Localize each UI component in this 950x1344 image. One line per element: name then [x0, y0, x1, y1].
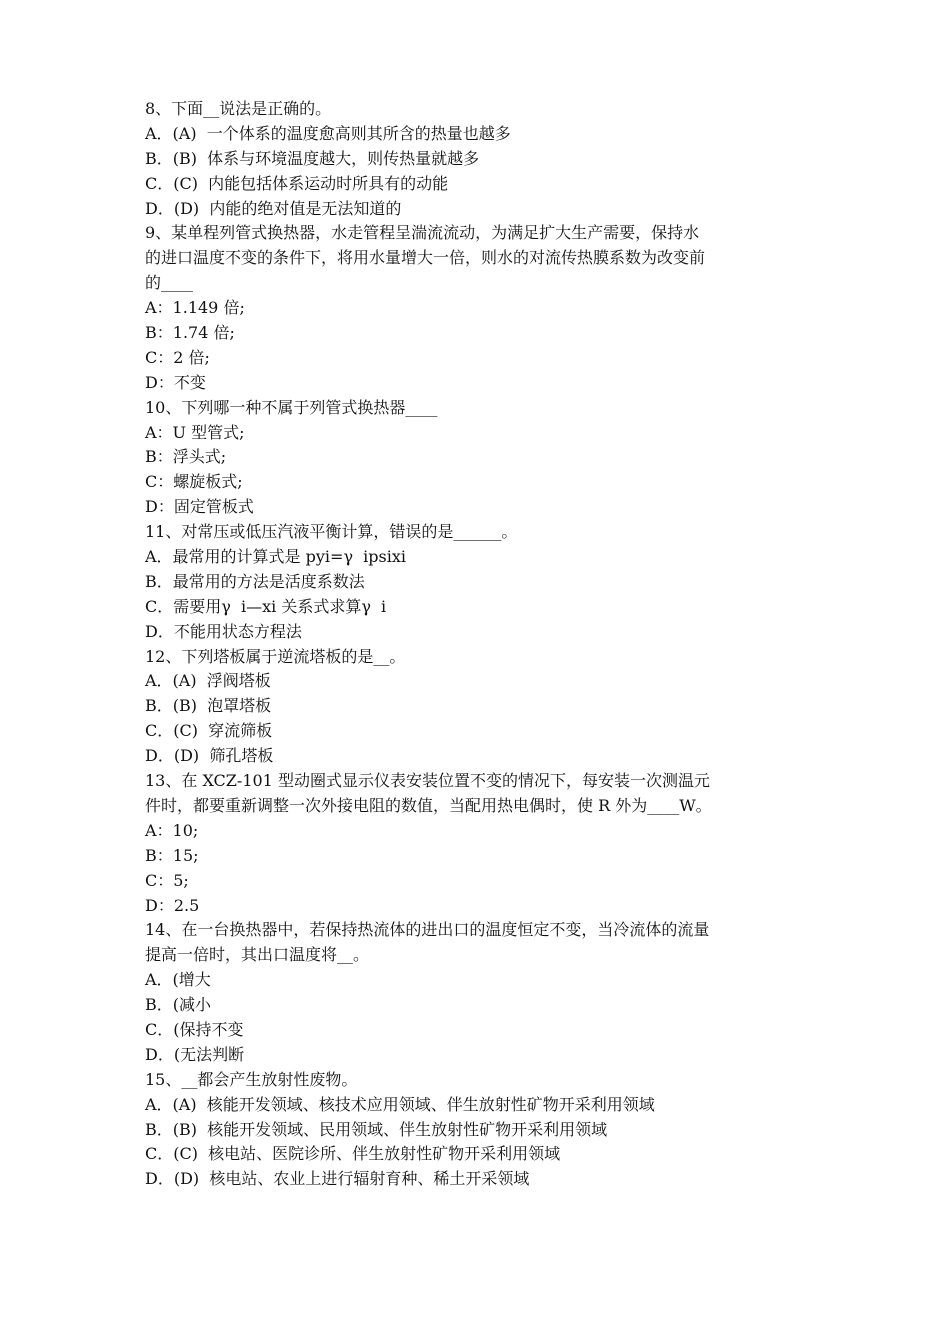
q8-option-d: D．(D) 内能的绝对值是无法知道的 [145, 198, 402, 218]
q9-option-d: D：不变 [145, 372, 206, 392]
question-15: 15、__都会产生放射性废物。 [145, 1069, 358, 1089]
q13-option-d: D：2.5 [145, 895, 200, 915]
question-14-line-1: 14、在一台换热器中，若保持热流体的进出口的温度恒定不变，当冷流体的流量 [145, 920, 710, 940]
q14-option-d: D．(无法判断 [145, 1044, 245, 1064]
q14-option-a: A．(增大 [145, 970, 211, 990]
q12-option-a: A．(A) 浮阀塔板 [145, 671, 271, 691]
q8-option-a: A．(A) 一个体系的温度愈高则其所含的热量也越多 [145, 123, 511, 143]
q14-option-c: C．(保持不变 [145, 1019, 244, 1039]
q11-option-d: D．不能用状态方程法 [145, 621, 302, 641]
question-9-line-1: 9、某单程列管式换热器，水走管程呈湍流流动，为满足扩大生产需要，保持水 [145, 223, 700, 243]
q10-option-b: B：浮头式; [145, 447, 227, 467]
q11-option-c: C．需要用γ i—xi 关系式求算γ i [145, 596, 387, 616]
q11-option-a: A．最常用的计算式是 pyi=γ ipsixi [145, 547, 407, 567]
question-8: 8、下面__说法是正确的。 [145, 99, 332, 118]
q10-option-a: A：U 型管式; [145, 422, 245, 442]
question-13-line-2: 件时，都要重新调整一次外接电阻的数值，当配用热电偶时，使 R 外为____W。 [145, 795, 712, 815]
q8-option-b: B．(B) 体系与环境温度越大，则传热量就越多 [145, 148, 480, 168]
question-9-line-2: 的进口温度不变的条件下，将用水量增大一倍，则水的对流传热膜系数为改变前 [145, 248, 706, 268]
q15-option-b: B．(B) 核能开发领域、民用领域、伴生放射性矿物开采利用领域 [145, 1119, 608, 1139]
q10-option-c: C：螺旋板式; [145, 472, 243, 492]
q12-option-b: B．(B) 泡罩塔板 [145, 696, 272, 716]
question-10: 10、下列哪一种不属于列管式换热器____ [145, 397, 438, 417]
document-body [145, 97, 815, 1192]
question-9-line-3: 的____ [145, 273, 194, 293]
question-14-line-2: 提高一倍时，其出口温度将__。 [145, 945, 370, 965]
q9-option-b: B：1.74 倍; [145, 323, 235, 343]
q13-option-a: A：10; [145, 820, 199, 840]
q13-option-b: B：15; [145, 845, 199, 865]
q9-option-c: C：2 倍; [145, 347, 210, 367]
question-11: 11、对常压或低压汽液平衡计算，错误的是______。 [145, 522, 518, 542]
q12-option-c: C．(C) 穿流筛板 [145, 721, 273, 741]
q9-option-a: A：1.149 倍; [145, 298, 245, 318]
q15-option-d: D．(D) 核电站、农业上进行辐射育种、稀土开采领域 [145, 1169, 530, 1189]
q12-option-d: D．(D) 筛孔塔板 [145, 746, 274, 766]
question-13-line-1: 13、在 XCZ-101 型动圈式显示仪表安装位置不变的情况下，每安装一次测温元 [145, 771, 710, 791]
q14-option-b: B．(减小 [145, 995, 212, 1015]
q11-option-b: B．最常用的方法是活度系数法 [145, 571, 365, 591]
question-12: 12、下列塔板属于逆流塔板的是__。 [145, 646, 406, 666]
q15-option-c: C．(C) 核电站、医院诊所、伴生放射性矿物开采利用领域 [145, 1144, 561, 1164]
q10-option-d: D：固定管板式 [145, 497, 254, 517]
q8-option-c: C．(C) 内能包括体系运动时所具有的动能 [145, 173, 449, 193]
q13-option-c: C：5; [145, 870, 189, 890]
q15-option-a: A．(A) 核能开发领域、核技术应用领域、伴生放射性矿物开采利用领域 [145, 1094, 655, 1114]
